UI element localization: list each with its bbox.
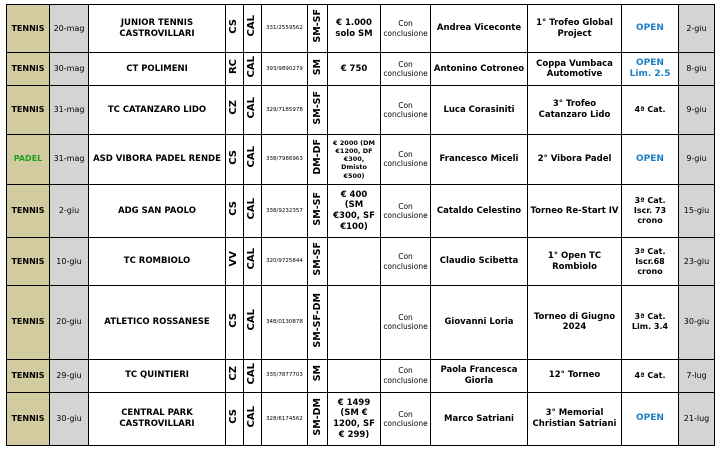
- region-cell: [244, 359, 262, 392]
- province-text: CZ: [228, 366, 240, 381]
- phone-cell: 338/7986963: [262, 134, 308, 185]
- type-cell: [308, 86, 328, 134]
- region-text: CAL: [246, 15, 258, 37]
- type-text: SM-DM: [311, 397, 323, 436]
- region-text: CAL: [246, 146, 258, 168]
- province-cell: [226, 392, 244, 445]
- mode-cell: Con conclusione: [381, 237, 431, 285]
- type-text: SM: [311, 58, 323, 75]
- category-cell: OPEN: [622, 5, 679, 53]
- sport-cell: TENNIS: [7, 359, 50, 392]
- type-text: SM-SF: [311, 90, 323, 125]
- type-text: SM-SF-DM: [311, 292, 323, 348]
- club-cell: TC QUINTIERI: [89, 359, 226, 392]
- prize-cell: [328, 286, 381, 360]
- prize-cell: € 1499 (SM € 1200, SF € 299): [328, 392, 381, 445]
- end-date-cell: 7-lug: [679, 359, 715, 392]
- judge-cell: Luca Corasiniti: [431, 86, 528, 134]
- region-cell: [244, 185, 262, 238]
- table-row: [7, 286, 715, 360]
- region-cell: [244, 53, 262, 86]
- mode-cell: Con conclusione: [381, 286, 431, 360]
- prize-cell: [328, 237, 381, 285]
- club-cell: CT POLIMENI: [89, 53, 226, 86]
- end-date-cell: 8-giu: [679, 53, 715, 86]
- province-text: CZ: [228, 100, 240, 115]
- mode-cell: Con conclusione: [381, 5, 431, 53]
- region-cell: [244, 86, 262, 134]
- tournament-schedule-table: [6, 4, 715, 446]
- type-cell: [308, 134, 328, 185]
- province-text: CS: [228, 149, 240, 165]
- start-date-cell: 30-mag: [50, 53, 89, 86]
- prize-cell: € 1.000 solo SM: [328, 5, 381, 53]
- type-cell: [308, 392, 328, 445]
- end-date-cell: 15-giu: [679, 185, 715, 238]
- end-date-cell: 9-giu: [679, 134, 715, 185]
- sport-cell: TENNIS: [7, 53, 50, 86]
- table-row: [7, 86, 715, 134]
- type-cell: [308, 53, 328, 86]
- tournament-name-cell: Torneo Re-Start IV: [528, 185, 622, 238]
- end-date-cell: 9-giu: [679, 86, 715, 134]
- phone-cell: 338/9232357: [262, 185, 308, 238]
- club-cell: TC CATANZARO LIDO: [89, 86, 226, 134]
- start-date-cell: 2-giu: [50, 185, 89, 238]
- judge-cell: Cataldo Celestino: [431, 185, 528, 238]
- start-date-cell: 30-giu: [50, 392, 89, 445]
- judge-cell: Claudio Scibetta: [431, 237, 528, 285]
- province-text: CS: [228, 312, 240, 328]
- region-cell: [244, 286, 262, 360]
- province-text: CS: [228, 409, 240, 424]
- end-date-cell: 21-lug: [679, 392, 715, 445]
- province-cell: [226, 185, 244, 238]
- phone-cell: 331/2559562: [262, 5, 308, 53]
- club-cell: ASD VIBORA PADEL RENDE: [89, 134, 226, 185]
- type-cell: [308, 185, 328, 238]
- table-row: [7, 392, 715, 445]
- club-cell: TC ROMBIOLO: [89, 237, 226, 285]
- region-text: CAL: [246, 362, 258, 385]
- type-cell: [308, 286, 328, 360]
- club-cell: JUNIOR TENNIS CASTROVILLARI: [89, 5, 226, 53]
- region-cell: [244, 392, 262, 445]
- mode-cell: Con conclusione: [381, 359, 431, 392]
- start-date-cell: 31-mag: [50, 134, 89, 185]
- end-date-cell: 23-giu: [679, 237, 715, 285]
- category-cell: 4ª Cat.: [622, 86, 679, 134]
- type-cell: [308, 5, 328, 53]
- type-text: SM-SF: [311, 191, 323, 226]
- type-cell: [308, 359, 328, 392]
- phone-cell: 393/9890279: [262, 53, 308, 86]
- table-row: [7, 53, 715, 86]
- region-text: CAL: [246, 96, 258, 119]
- mode-cell: Con conclusione: [381, 185, 431, 238]
- sport-cell: TENNIS: [7, 286, 50, 360]
- club-cell: ADG SAN PAOLO: [89, 185, 226, 238]
- region-text: CAL: [246, 197, 258, 220]
- table-row: [7, 237, 715, 285]
- mode-cell: Con conclusione: [381, 134, 431, 185]
- judge-cell: Marco Satriani: [431, 392, 528, 445]
- tournament-name-cell: 12° Torneo: [528, 359, 622, 392]
- judge-cell: Antonino Cotroneo: [431, 53, 528, 86]
- category-cell: 3ª Cat. Lim. 3.4: [622, 286, 679, 360]
- province-cell: [226, 86, 244, 134]
- type-text: SM: [311, 365, 323, 382]
- province-text: CS: [228, 201, 240, 217]
- start-date-cell: 29-giu: [50, 359, 89, 392]
- judge-cell: Paola Francesca Giorla: [431, 359, 528, 392]
- prize-cell: € 400 (SM €300, SF €100): [328, 185, 381, 238]
- phone-cell: 329/7185978: [262, 86, 308, 134]
- region-text: CAL: [246, 405, 258, 428]
- region-text: CAL: [246, 56, 258, 78]
- category-cell: 3ª Cat. Iscr.68 crono: [622, 237, 679, 285]
- category-cell: OPEN: [622, 134, 679, 185]
- table-row: [7, 185, 715, 238]
- tournament-name-cell: 3° Trofeo Catanzaro Lido: [528, 86, 622, 134]
- phone-cell: 320/9725844: [262, 237, 308, 285]
- end-date-cell: 2-giu: [679, 5, 715, 53]
- mode-cell: Con conclusione: [381, 392, 431, 445]
- region-text: CAL: [246, 309, 258, 331]
- province-cell: [226, 359, 244, 392]
- province-cell: [226, 53, 244, 86]
- start-date-cell: 20-giu: [50, 286, 89, 360]
- tournament-name-cell: 1° Trofeo Global Project: [528, 5, 622, 53]
- sport-cell: TENNIS: [7, 392, 50, 445]
- tournament-name-cell: 3° Memorial Christian Satriani: [528, 392, 622, 445]
- sport-cell: TENNIS: [7, 237, 50, 285]
- table-row: [7, 359, 715, 392]
- prize-cell: [328, 86, 381, 134]
- province-cell: [226, 237, 244, 285]
- sport-cell: TENNIS: [7, 86, 50, 134]
- start-date-cell: 20-mag: [50, 5, 89, 53]
- club-cell: CENTRAL PARK CASTROVILLARI: [89, 392, 226, 445]
- region-cell: [244, 134, 262, 185]
- tournament-name-cell: Coppa Vumbaca Automotive: [528, 53, 622, 86]
- province-cell: [226, 5, 244, 53]
- type-text: SM-SF: [311, 9, 323, 43]
- province-text: VV: [228, 251, 240, 267]
- province-cell: [226, 286, 244, 360]
- start-date-cell: 10-giu: [50, 237, 89, 285]
- category-cell: OPEN Lim. 2.5: [622, 53, 679, 86]
- judge-cell: Francesco Miceli: [431, 134, 528, 185]
- tournament-name-cell: Torneo di Giugno 2024: [528, 286, 622, 360]
- sport-cell: TENNIS: [7, 185, 50, 238]
- category-cell: 4ª Cat.: [622, 359, 679, 392]
- category-cell: 3ª Cat. Iscr. 73 crono: [622, 185, 679, 238]
- prize-cell: [328, 359, 381, 392]
- start-date-cell: 31-mag: [50, 86, 89, 134]
- judge-cell: Andrea Viceconte: [431, 5, 528, 53]
- phone-cell: 335/7877703: [262, 359, 308, 392]
- type-text: SM-SF: [311, 242, 323, 276]
- region-cell: [244, 5, 262, 53]
- category-cell: OPEN: [622, 392, 679, 445]
- mode-cell: Con conclusione: [381, 53, 431, 86]
- end-date-cell: 30-giu: [679, 286, 715, 360]
- type-text: DM-DF: [311, 138, 323, 175]
- table-row: [7, 5, 715, 53]
- sport-cell: TENNIS: [7, 5, 50, 53]
- judge-cell: Giovanni Loria: [431, 286, 528, 360]
- region-cell: [244, 237, 262, 285]
- region-text: CAL: [246, 248, 258, 270]
- club-cell: ATLETICO ROSSANESE: [89, 286, 226, 360]
- mode-cell: Con conclusione: [381, 86, 431, 134]
- prize-cell: € 2000 (DM €1200, DF €300, Dmisto €500): [328, 134, 381, 185]
- sport-cell: PADEL: [7, 134, 50, 185]
- table-row: [7, 134, 715, 185]
- type-cell: [308, 237, 328, 285]
- prize-cell: € 750: [328, 53, 381, 86]
- tournament-name-cell: 2° Vibora Padel: [528, 134, 622, 185]
- phone-cell: 328/6174562: [262, 392, 308, 445]
- phone-cell: 348/0130878: [262, 286, 308, 360]
- province-text: CS: [228, 18, 240, 34]
- tournament-name-cell: 1° Open TC Rombiolo: [528, 237, 622, 285]
- province-text: RC: [228, 59, 240, 75]
- province-cell: [226, 134, 244, 185]
